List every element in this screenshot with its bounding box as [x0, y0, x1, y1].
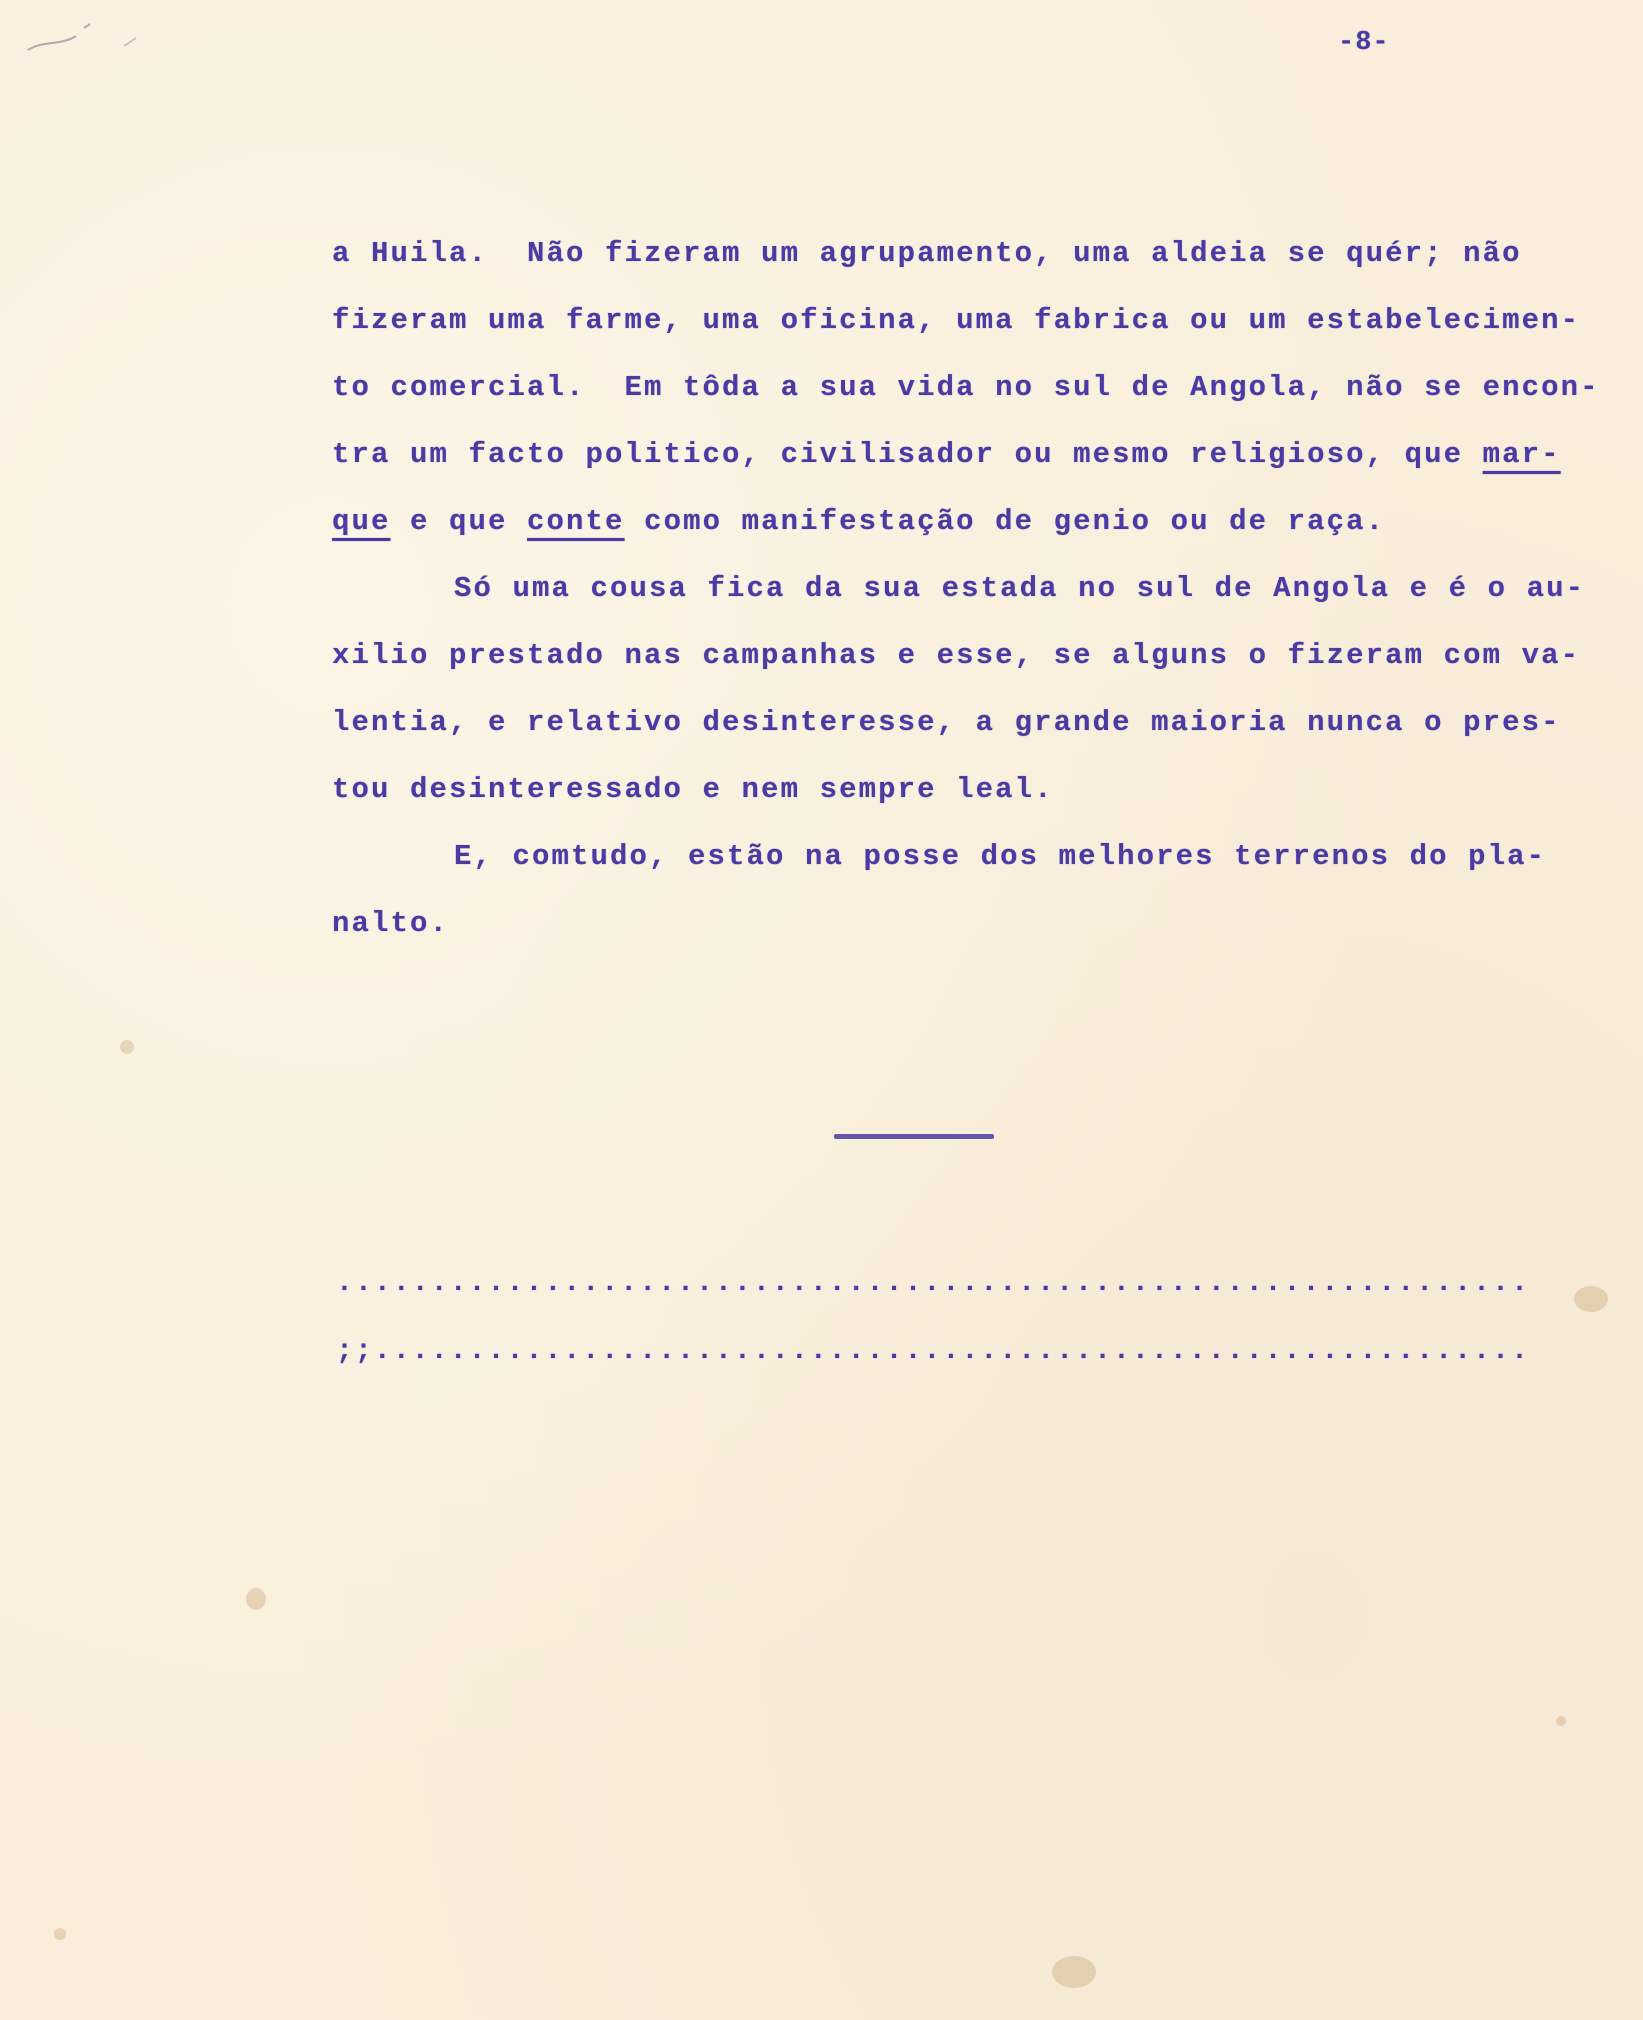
text-segment: tra um facto politico, civilisador ou mesmo religioso, que	[332, 438, 1483, 471]
underlined-word: conte	[527, 505, 625, 538]
dotted-line: ;;.............................................................	[336, 1336, 1531, 1367]
page-number: -8-	[1338, 28, 1390, 58]
ink-mark	[24, 18, 154, 68]
typed-body	[332, 220, 1612, 957]
text-line: E, comtudo, estão na posse dos melhores terrenos do pla-	[454, 840, 1547, 873]
paper-stain	[54, 1928, 66, 1940]
paper-stain	[120, 1040, 134, 1054]
text-line: to comercial. Em tôda a sua vida no sul de Angola, não se encon-	[332, 371, 1600, 404]
text-line	[332, 421, 1612, 488]
text-line: fizeram uma farme, uma oficina, uma fabrica ou um estabelecimen-	[332, 304, 1581, 337]
dotted-line: ...............................................................	[336, 1268, 1531, 1299]
text-line: Só uma cousa fica da sua estada no sul de Angola e é o au-	[454, 572, 1586, 605]
underlined-word: que	[332, 505, 391, 538]
underlined-word: mar-	[1482, 438, 1561, 471]
paper-stain	[1574, 1286, 1608, 1312]
text-line: nalto.	[332, 907, 450, 940]
text-line: a Huila. Não fizeram um agrupamento, uma aldeia se quér; não	[332, 237, 1522, 270]
paper-stain	[1556, 1716, 1566, 1726]
text-segment: como manifestação de genio ou de raça.	[624, 505, 1386, 538]
section-rule	[834, 1134, 994, 1139]
text-line: tou desinteressado e nem sempre leal.	[332, 773, 1054, 806]
text-line: xilio prestado nas campanhas e esse, se alguns o fizeram com va-	[332, 639, 1581, 672]
text-line: lentia, e relativo desinteresse, a grande maioria nunca o pres-	[332, 706, 1561, 739]
paper-stain	[1052, 1956, 1096, 1988]
text-segment: e que	[390, 505, 528, 538]
text-line	[332, 488, 1612, 555]
paper-stain	[246, 1588, 266, 1610]
